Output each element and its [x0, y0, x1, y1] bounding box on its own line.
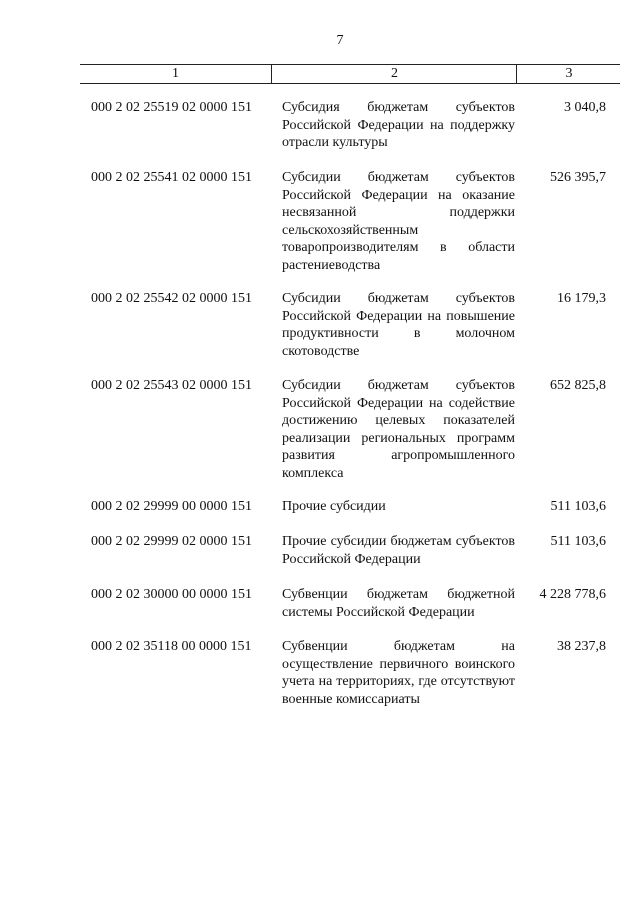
row-description: Субсидии бюджетам субъектов Российской Федерации на повышение продуктивности в молочном скотоводстве [282, 291, 515, 359]
budget-code: 000 2 02 25519 02 0000 151 [91, 100, 252, 115]
budget-code: 000 2 02 25542 02 0000 151 [91, 291, 252, 306]
row-amount: 526 395,7 [550, 170, 606, 185]
page-number: 7 [336, 33, 344, 48]
row-description: Субвенции бюджетам бюджетной системы Российской Федерации [282, 587, 515, 620]
column-header-3: 3 [516, 65, 621, 83]
row-description: Прочие субсидии [282, 499, 386, 514]
budget-code: 000 2 02 25541 02 0000 151 [91, 170, 252, 185]
budget-code: 000 2 02 29999 02 0000 151 [91, 534, 252, 549]
row-amount: 38 237,8 [557, 639, 606, 654]
row-description: Субвенции бюджетам на осуществление первичного воинского учета на территориях, где отсутствуют военные комиссариаты [282, 639, 515, 707]
row-description: Субсидии бюджетам субъектов Российской Федерации на оказание несвязанной поддержки сельскохозяйственным товаропроизводителям в области растениеводства [282, 170, 515, 273]
table-header [80, 64, 620, 84]
column-header-1: 1 [172, 66, 179, 81]
budget-code: 000 2 02 25543 02 0000 151 [91, 378, 252, 393]
row-amount: 511 103,6 [550, 534, 606, 549]
row-amount: 16 179,3 [557, 291, 606, 306]
row-description: Субсидия бюджетам субъектов Российской Федерации на поддержку отрасли культуры [282, 100, 515, 150]
budget-code: 000 2 02 29999 00 0000 151 [91, 499, 252, 514]
row-amount: 4 228 778,6 [539, 587, 606, 602]
column-header-2: 2 [271, 65, 517, 83]
row-amount: 652 825,8 [550, 378, 606, 393]
budget-code: 000 2 02 30000 00 0000 151 [91, 587, 252, 602]
row-description: Прочие субсидии бюджетам субъектов Российской Федерации [282, 534, 515, 567]
row-amount: 511 103,6 [550, 499, 606, 514]
row-description: Субсидии бюджетам субъектов Российской Федерации на содействие достижению целевых показателей реализации региональных программ развития агропромышленного комплекса [282, 378, 515, 481]
budget-code: 000 2 02 35118 00 0000 151 [91, 639, 252, 654]
row-amount: 3 040,8 [564, 100, 606, 115]
